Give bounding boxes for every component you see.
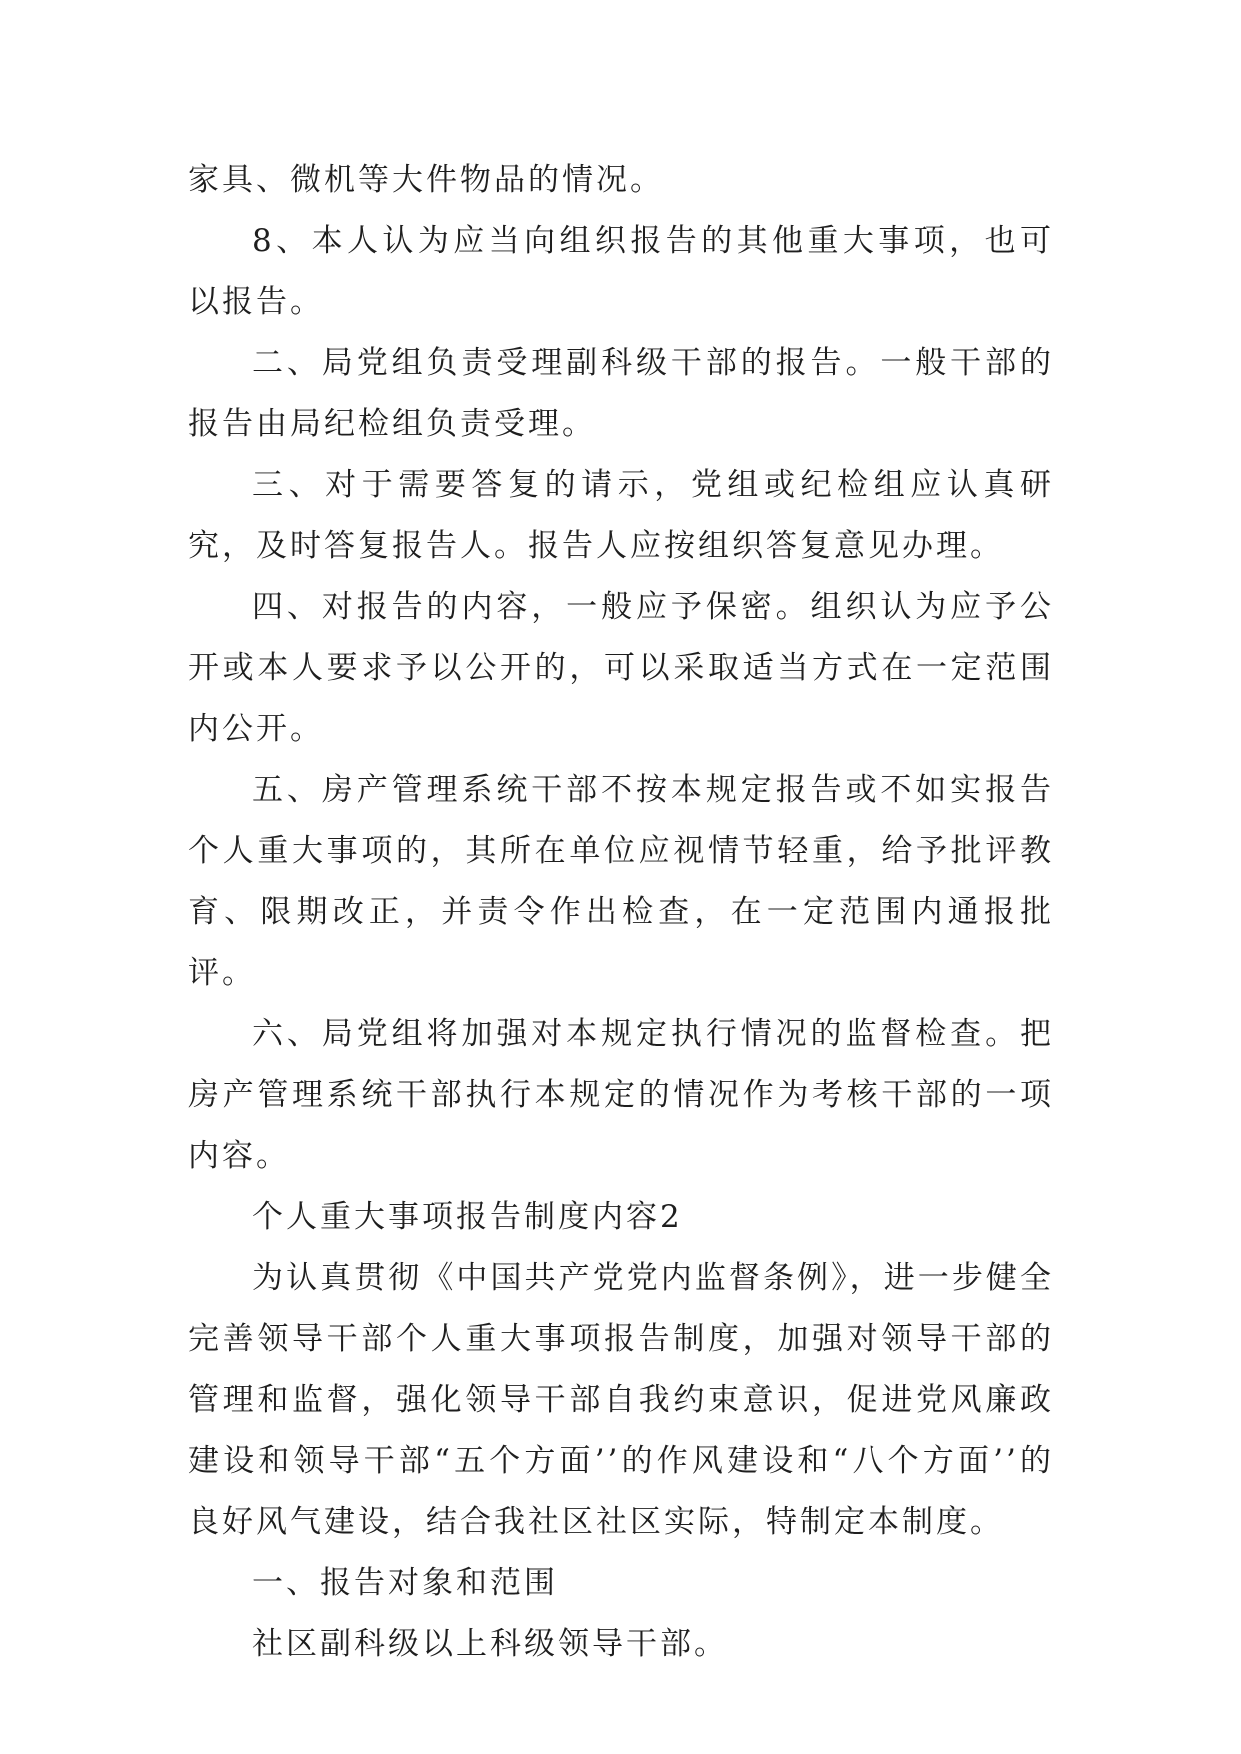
paragraph-section-6: 六、局党组将加强对本规定执行情况的监督检查。把房产管理系统干部执行本规定的情况作为考核干部的一项内容。 [188, 1016, 1054, 1174]
paragraph-section-5: 五、房产管理系统干部不按本规定报告或不如实报告个人重大事项的，其所在单位应视情节轻重，给予批评教育、限期改正，并责令作出检查，在一定范围内通报批评。 [188, 772, 1054, 991]
document-body [188, 150, 1054, 1675]
paragraph-intro: 为认真贯彻《中国共产党党内监督条例》，进一步健全完善领导干部个人重大事项报告制度，加强对领导干部的管理和监督，强化领导干部自我约束意识，促进党风廉政建设和领导干部“五个方面’’的作风建设和“八个方面’’的良好风气建设，结合我社区社区实际，特制定本制度。 [188, 1260, 1054, 1540]
subsection-heading: 一、报告对象和范围 [252, 1565, 558, 1601]
paragraph-section-4: 四、对报告的内容，一般应予保密。组织认为应予公开或本人要求予以公开的，可以采取适当方式在一定范围内公开。 [188, 589, 1054, 747]
paragraph-item-8: 8、本人认为应当向组织报告的其他重大事项，也可以报告。 [188, 223, 1054, 320]
paragraph-scope: 社区副科级以上科级领导干部。 [252, 1626, 728, 1662]
paragraph-section-2: 二、局党组负责受理副科级干部的报告。一般干部的报告由局纪检组负责受理。 [188, 345, 1054, 442]
paragraph-section-3: 三、对于需要答复的请示，党组或纪检组应认真研究，及时答复报告人。报告人应按组织答复意见办理。 [188, 467, 1054, 564]
section-heading: 个人重大事项报告制度内容2 [252, 1199, 683, 1235]
paragraph-continuation: 家具、微机等大件物品的情况。 [188, 162, 664, 198]
